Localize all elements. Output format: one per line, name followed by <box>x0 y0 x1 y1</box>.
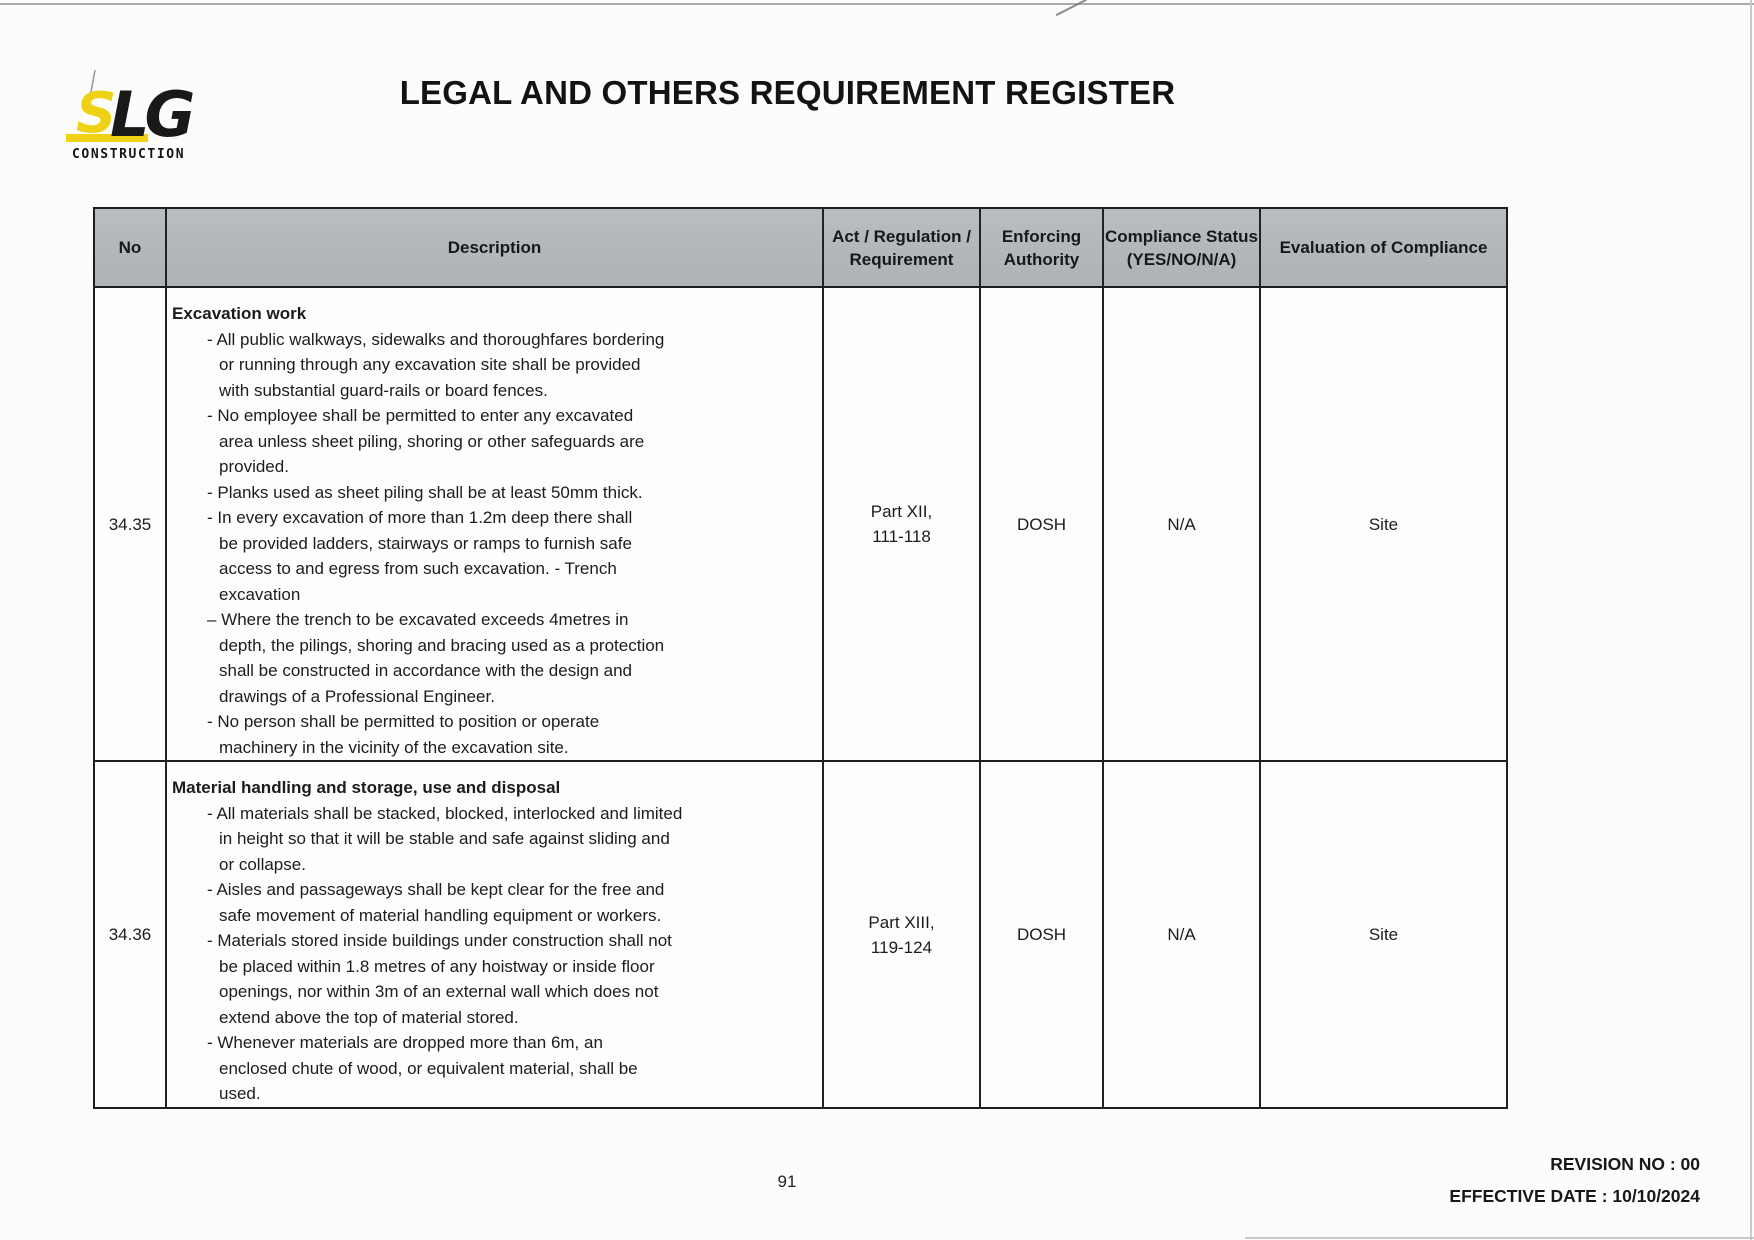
company-logo-graphic <box>64 68 229 168</box>
table-header-row <box>95 209 1506 288</box>
description-cell <box>165 288 822 762</box>
revision-block <box>1449 1148 1700 1212</box>
enforcing-authority-cell <box>979 762 1102 1107</box>
description-line: depth, the pilings, shoring and bracing used as a protection <box>219 635 665 655</box>
header-authority-line2: Authority <box>1003 249 1080 269</box>
table-row <box>95 762 1506 1107</box>
description-body <box>172 327 812 761</box>
table-body <box>95 288 1506 1107</box>
act-requirement-line: Part XIII, <box>868 912 935 932</box>
logo-letters-lg: LG <box>110 78 191 151</box>
description-line: with substantial guard-rails or board fences. <box>219 380 548 400</box>
row-number: 34.36 <box>108 925 152 944</box>
description-heading: Material handling and storage, use and disposal <box>172 778 561 797</box>
compliance-status-value: N/A <box>1167 514 1196 534</box>
logo-letter-s: S <box>76 81 117 146</box>
description-line: - All materials shall be stacked, blocked, interlocked and limited <box>207 803 683 823</box>
scan-artifact-mark <box>1051 0 1087 16</box>
evaluation-value: Site <box>1368 514 1399 534</box>
header-compliance-line1: Compliance Status <box>1104 226 1259 246</box>
description-line: extend above the top of material stored. <box>219 1007 519 1027</box>
description-heading: Excavation work <box>172 304 307 323</box>
table-row <box>95 288 1506 762</box>
header-evaluation-label: Evaluation of Compliance <box>1279 238 1488 257</box>
evaluation-cell <box>1259 762 1506 1107</box>
description-line: - Planks used as sheet piling shall be at least 50mm thick. <box>207 482 643 502</box>
header-act-line2: Requirement <box>849 249 954 269</box>
description-line: provided. <box>219 457 289 476</box>
row-number: 34.35 <box>108 514 152 534</box>
scan-artifact-right-line <box>1750 0 1752 1240</box>
act-regulation-cell <box>822 288 979 762</box>
description-line: - All public walkways, sidewalks and thoroughfares bordering <box>207 329 665 349</box>
act-requirement-line: Part XII, <box>870 502 933 521</box>
description-line: be placed within 1.8 metres of any hoistway or inside floor <box>219 956 655 976</box>
description-line: - In every excavation of more than 1.2m deep there shall <box>207 508 633 527</box>
description-line: - Materials stored inside buildings under construction shall not <box>207 931 672 950</box>
enforcing-authority-cell <box>979 288 1102 762</box>
header-description-label: Description <box>447 238 542 257</box>
scan-artifact-top-line <box>0 3 1754 5</box>
act-requirement-line: 119-124 <box>870 937 933 957</box>
description-line: - No employee shall be permitted to enter any excavated <box>207 406 634 425</box>
header-enforcing-authority <box>979 209 1102 288</box>
description-cell <box>165 762 822 1107</box>
act-requirement-line: 111-118 <box>872 527 931 546</box>
header-act-line1: Act / Regulation / <box>832 226 971 246</box>
enforcing-authority-value: DOSH <box>1016 514 1067 534</box>
act-regulation-cell <box>822 762 979 1107</box>
description-line: used. <box>219 1084 261 1103</box>
evaluation-value: Site <box>1368 925 1399 944</box>
compliance-status-cell <box>1102 288 1259 762</box>
description-line: openings, nor within 3m of an external wall which does not <box>219 982 659 1001</box>
description-line: excavation <box>219 584 301 604</box>
description-line: safe movement of material handling equipment or workers. <box>219 905 662 925</box>
header-authority-line1: Enforcing <box>1001 226 1082 246</box>
description-line: enclosed chute of wood, or equivalent material, shall be <box>219 1058 638 1078</box>
description-line: - No person shall be permitted to position or operate <box>207 712 600 731</box>
description-line: - Whenever materials are dropped more than 6m, an <box>207 1033 603 1052</box>
scan-artifact-bottom-line <box>1245 1237 1754 1239</box>
header-no-label: No <box>118 238 142 257</box>
company-logo <box>64 68 229 168</box>
header-act-regulation <box>822 209 979 288</box>
row-number-cell <box>95 288 165 762</box>
enforcing-authority-value: DOSH <box>1016 925 1067 944</box>
compliance-status-cell <box>1102 762 1259 1107</box>
description-line: area unless sheet piling, shoring or other safeguards are <box>219 431 645 451</box>
description-line: or collapse. <box>219 854 306 874</box>
description-line: access to and egress from such excavation. - Trench <box>219 559 617 578</box>
description-line: or running through any excavation site shall be provided <box>219 355 641 374</box>
header-evaluation <box>1259 209 1506 288</box>
requirements-table <box>93 207 1508 1109</box>
description-line: be provided ladders, stairways or ramps to furnish safe <box>219 533 632 553</box>
header-description <box>165 209 822 288</box>
page-number: 91 <box>777 1172 797 1191</box>
description-line: - Aisles and passageways shall be kept clear for the free and <box>207 880 665 899</box>
compliance-status-value: N/A <box>1167 925 1196 944</box>
description-body <box>172 801 812 1107</box>
description-line: shall be constructed in accordance with the design and <box>219 661 632 680</box>
revision-no: REVISION NO : 00 <box>1550 1154 1700 1174</box>
description-line: – Where the trench to be excavated exceeds 4metres in <box>207 610 629 629</box>
description-line: in height so that it will be stable and safe against sliding and <box>219 829 670 848</box>
description-line: machinery in the vicinity of the excavation site. <box>219 737 569 757</box>
header-compliance-line2: (YES/NO/N/A) <box>1126 249 1237 269</box>
row-number-cell <box>95 762 165 1107</box>
page-title: LEGAL AND OTHERS REQUIREMENT REGISTER <box>399 74 1176 111</box>
evaluation-cell <box>1259 288 1506 762</box>
description-line: drawings of a Professional Engineer. <box>219 686 495 706</box>
header-compliance-status <box>1102 209 1259 288</box>
header-no <box>95 209 165 288</box>
effective-date: EFFECTIVE DATE : 10/10/2024 <box>1449 1186 1700 1206</box>
logo-subtitle: CONSTRUCTION <box>72 147 186 162</box>
